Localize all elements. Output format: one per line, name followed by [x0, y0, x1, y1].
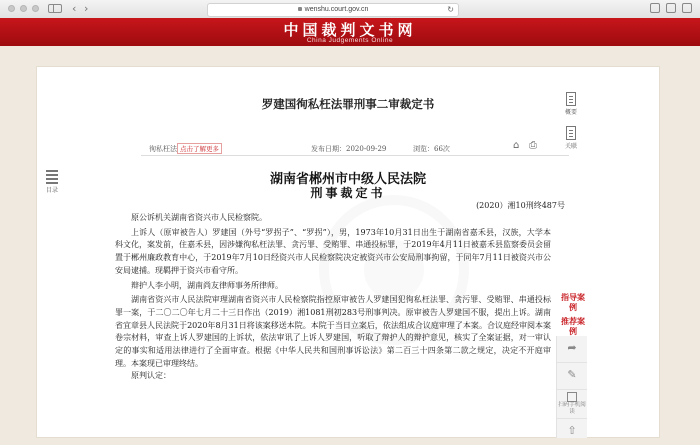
cause-label: 徇私枉法 — [149, 145, 177, 153]
paragraph: 湖南省资兴市人民法院审理湖南省资兴市人民检察院指控原审被告人罗建国犯徇私枉法罪、贪污罪、受贿罪、串通投标罪一案，于二〇二〇年七月二十三日作出（2019）湘1081刑初283号刑事判决。原审被告人罗建国不服，提出上诉。湖南省宜章县人民法院于2020年8月31日将该案移送本院。本院于当日立案后，依法组成合议庭审理了本案。合议庭经审阅本案卷宗材料，审查上诉人罗建国的上诉状，依法审讯了上诉人罗建国，听取了辩护人的辩护意见，核实了全案证据，对一审认定的事实和适用法律进行了全面审查。根据《中华人民共和国刑事诉讼法》第二百三十四条第二款之规定，决定不开庭审理。本案现已审理终结。 — [115, 295, 551, 368]
views-count: 66次 — [434, 145, 450, 153]
edit-icon[interactable]: ✎ — [557, 363, 587, 390]
related-button[interactable] — [556, 126, 586, 150]
window-controls[interactable] — [8, 5, 39, 12]
toc-label: 目录 — [45, 187, 58, 194]
views-label: 浏览：66次 — [413, 145, 450, 153]
site-banner — [0, 18, 700, 46]
list-icon — [46, 170, 58, 184]
site-subtitle: China Judgements Online — [306, 37, 394, 44]
print-icon[interactable]: ⎙ — [529, 140, 537, 151]
recommended-cases-link[interactable]: 推荐案例 — [561, 316, 585, 336]
document-type: 刑事裁定书 — [310, 186, 386, 200]
qr-scan-button[interactable] — [557, 390, 587, 419]
address-bar[interactable] — [207, 3, 459, 17]
reload-icon[interactable]: ↻ — [447, 5, 454, 14]
home-icon[interactable]: ⌂ — [513, 140, 520, 151]
browser-toolbar — [0, 0, 700, 19]
back-to-top-icon[interactable]: ⇧ — [567, 424, 577, 437]
paragraph: 辩护人李小明，湖南尚友律师事务所律师。 — [131, 280, 283, 290]
url-text: wenshu.court.gov.cn — [304, 6, 369, 13]
document-icon — [566, 92, 576, 106]
site-title[interactable]: 中国裁判文书网 — [283, 21, 417, 39]
document-body — [115, 210, 551, 383]
document-heading: 罗建国徇私枉法罪刑事二审裁定书 — [261, 97, 435, 111]
lock-icon — [298, 7, 302, 11]
summary-label: 概要 — [564, 109, 577, 116]
summary-button[interactable] — [556, 92, 586, 116]
qr-code-icon — [567, 392, 577, 402]
toc-button[interactable] — [42, 170, 62, 194]
publish-date-label: 发布日期：2020-09-29 — [311, 145, 387, 153]
new-tab-icon[interactable] — [666, 3, 676, 13]
share-arrow-icon[interactable]: ➦ — [557, 336, 587, 363]
paragraph: 原公诉机关湖南省资兴市人民检察院。 — [131, 213, 267, 222]
share-icon[interactable] — [650, 3, 660, 13]
back-icon[interactable]: ‹ — [72, 2, 77, 15]
paragraph: 上诉人（原审被告人）罗建国（外号“罗拐子”、“罗拐”），男，1973年10月31日出生于湖南省嘉禾县，汉族，大学本科文化，案发前，住嘉禾县，因涉嫌徇私枉法罪、贪污罪、受贿罪、串通投标罪，于2019年4月11日被嘉禾县监察委员会留置于郴州廉政教育中心，于2019年7月10日经资兴市人民检察院决定被资兴市公安局刑事拘留，于同年7月11日被资兴市公安局逮捕。现羁押于资兴市看守所。 — [115, 227, 551, 275]
related-label: 关联 — [564, 143, 577, 150]
guide-cases-link[interactable]: 指导案例 — [561, 292, 585, 312]
court-name: 湖南省郴州市中级人民法院 — [269, 172, 426, 187]
qr-scan-label: 扫码手机阅读 — [558, 402, 586, 415]
learn-more-link[interactable]: 点击了解更多 — [177, 143, 222, 154]
tool-rail — [556, 336, 587, 438]
document-icon — [566, 126, 576, 140]
meta-divider — [141, 155, 569, 156]
forward-icon[interactable]: › — [84, 2, 89, 15]
sidebar-toggle-icon[interactable] — [48, 4, 62, 13]
publish-date: 2020-09-29 — [346, 145, 387, 153]
case-number: (2020）湘10刑终487号 — [476, 201, 565, 210]
paragraph: 原判认定： — [131, 371, 171, 381]
tab-overview-icon[interactable] — [682, 3, 692, 13]
